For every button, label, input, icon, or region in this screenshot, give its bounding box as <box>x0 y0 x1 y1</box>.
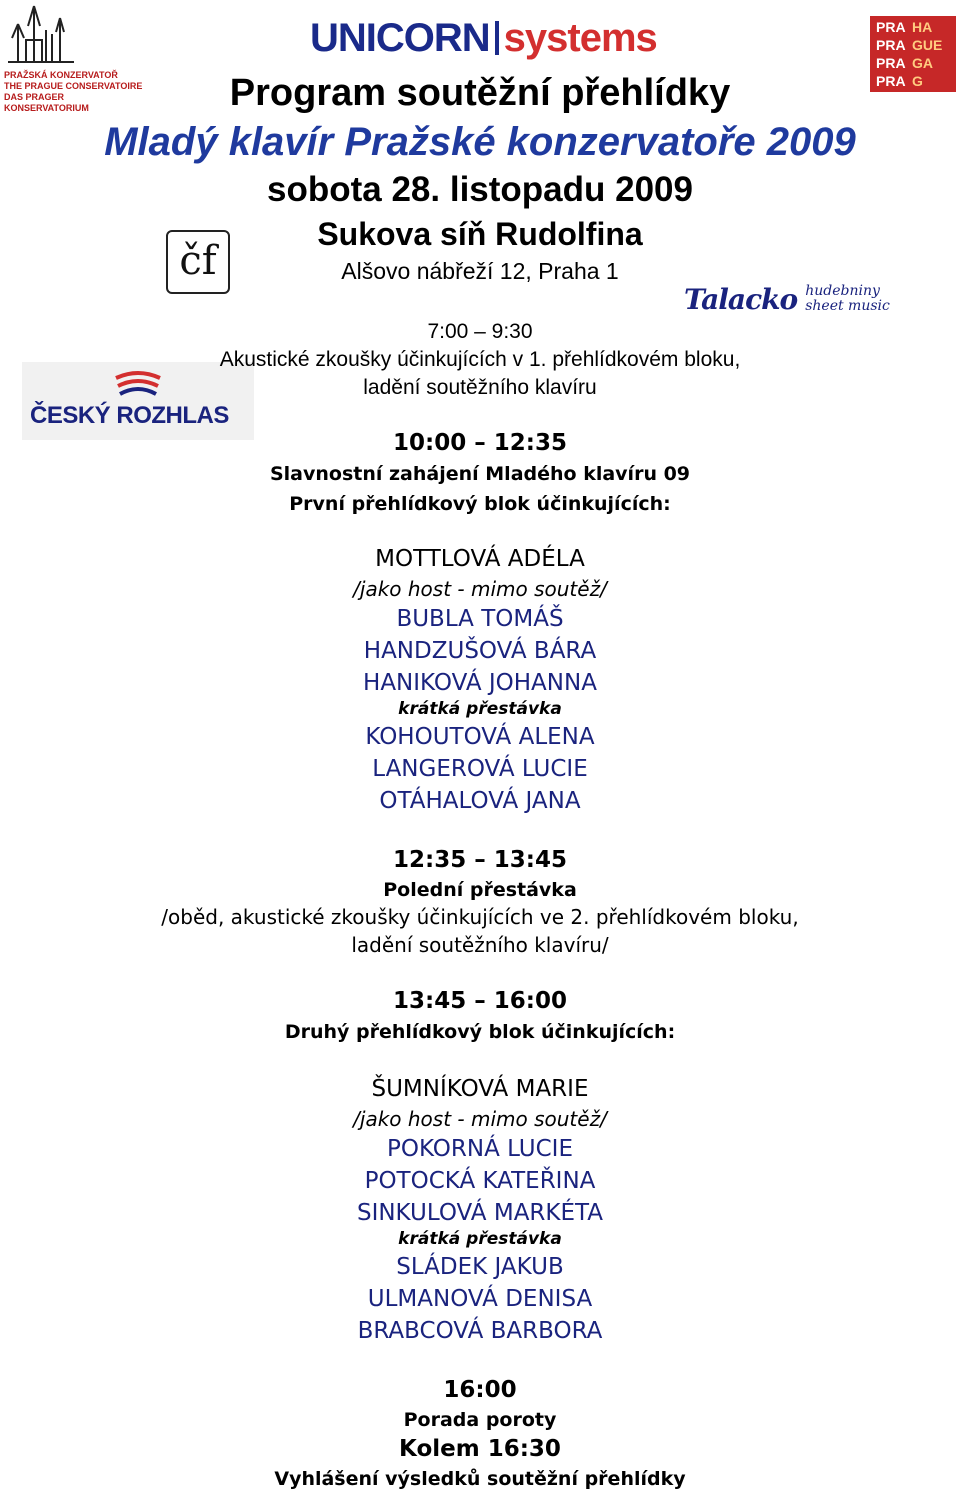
performer: LANGEROVÁ LUCIE <box>372 756 588 782</box>
performer: KOHOUTOVÁ ALENA <box>365 724 595 750</box>
s3-line1: /oběd, akustické zkoušky účinkujících ve 2. přehlídkovém bloku, <box>161 905 799 929</box>
praha-cell: HA <box>912 19 933 35</box>
unicorn-systems-logo <box>310 14 670 62</box>
s5-title2: Vyhlášení výsledků soutěžní přehlídky <box>274 1468 686 1490</box>
praha-cell: PRA <box>876 19 906 35</box>
praha-cell: GA <box>912 55 933 71</box>
s3-title: Polední přestávka <box>383 879 577 901</box>
conservatory-name-cz: PRAŽSKÁ KONZERVATOŘ <box>4 70 118 80</box>
performer: BUBLA TOMÁŠ <box>396 606 564 632</box>
systems-text: systems <box>503 16 657 60</box>
s1-time: 7:00 – 9:30 <box>427 320 533 343</box>
cf-text: čf <box>179 238 217 284</box>
praha-cell: G <box>912 73 923 89</box>
s2-time: 10:00 – 12:35 <box>393 430 567 456</box>
event-address: Alšovo nábřeží 12, Praha 1 <box>341 258 619 284</box>
rozhlas-text: ČESKÝ ROZHLAS <box>30 402 229 429</box>
performer: POKORNÁ LUCIE <box>386 1136 573 1162</box>
performer: BRABCOVÁ BARBORA <box>357 1318 603 1344</box>
event-date: sobota 28. listopadu 2009 <box>267 170 693 209</box>
s3-time: 12:35 – 13:45 <box>393 847 567 873</box>
performer: SLÁDEK JAKUB <box>396 1254 564 1280</box>
s5-time: 16:00 <box>443 1377 517 1403</box>
s2-line1: Slavnostní zahájení Mladého klavíru 09 <box>269 463 691 485</box>
performer: ULMANOVÁ DENISA <box>367 1286 593 1312</box>
s3-line2: ladění soutěžního klavíru/ <box>351 933 609 957</box>
unicorn-text: UNICORN <box>310 16 490 60</box>
s4-time: 13:45 – 16:00 <box>393 988 567 1014</box>
performer: OTÁHALOVÁ JANA <box>379 788 581 814</box>
s2-guest-note: /jako host - mimo soutěž/ <box>353 577 607 601</box>
s4-guest-note: /jako host - mimo soutěž/ <box>353 1107 607 1131</box>
short-break: krátká přestávka <box>398 1229 562 1249</box>
cathedral-icon <box>4 4 144 64</box>
performer: SINKULOVÁ MARKÉTA <box>356 1200 604 1226</box>
s4-title: Druhý přehlídkový blok účinkujících: <box>284 1021 676 1043</box>
event-venue: Sukova síň Rudolfina <box>317 216 643 252</box>
praha-cell: PRA <box>876 73 906 89</box>
s5-title: Porada poroty <box>403 1409 557 1431</box>
s2-guest: MOTTLOVÁ ADÉLA <box>375 546 585 572</box>
talacko-sub1: hudebniny <box>805 283 880 299</box>
praha-cell: PRA <box>876 55 906 71</box>
performer: HANDZUŠOVÁ BÁRA <box>363 638 597 664</box>
short-break: krátká přestávka <box>398 699 562 719</box>
s2-line2: První přehlídkový blok účinkujících: <box>289 493 671 515</box>
praha-cell: PRA <box>876 37 906 53</box>
talacko-sub2: sheet music <box>805 298 890 314</box>
unicorn-divider <box>495 21 499 55</box>
s1-line1: Akustické zkoušky účinkujících v 1. přehlídkovém bloku, <box>219 348 741 371</box>
page-subtitle: Mladý klavír Pražské konzervatoře 2009 <box>104 120 856 164</box>
performer: HANIKOVÁ JOHANNA <box>363 670 597 696</box>
s5-time2: Kolem 16:30 <box>399 1436 561 1462</box>
performer: POTOCKÁ KATEŘINA <box>364 1168 596 1194</box>
s4-guest: ŠUMNÍKOVÁ MARIE <box>371 1076 589 1102</box>
conservatory-name-de: DAS PRAGER KONSERVATORIUM <box>4 92 89 113</box>
conservatory-name-en: THE PRAGUE CONSERVATOIRE <box>4 81 143 91</box>
s1-line2: ladění soutěžního klavíru <box>363 376 597 399</box>
praha-cell: GUE <box>912 37 943 53</box>
page-title: Program soutěžní přehlídky <box>229 72 731 114</box>
talacko-text: Talacko <box>684 282 798 316</box>
